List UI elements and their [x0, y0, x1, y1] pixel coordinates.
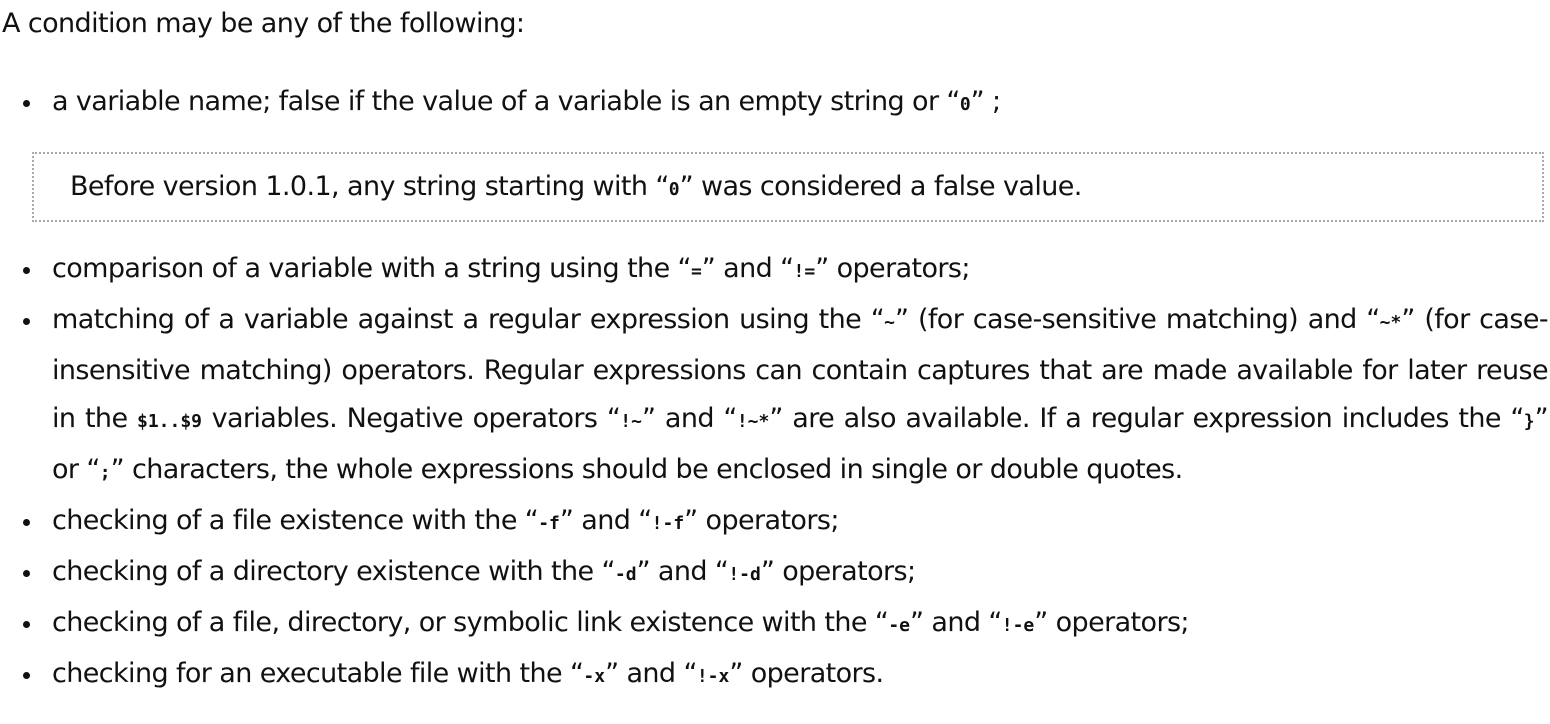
inline-code: ~	[884, 312, 895, 333]
text-segment: a variable name; false if the value of a variable is an empty string or “	[52, 86, 960, 117]
text-segment: ” was considered a false value.	[679, 171, 1082, 202]
inline-code: 0	[668, 179, 680, 200]
text-segment: matching of a variable against a regular expression using the “	[52, 304, 885, 335]
text-segment: ” ;	[970, 86, 1001, 117]
text-segment: ” operators;	[760, 556, 916, 587]
text-segment: ” operators;	[1034, 607, 1189, 638]
condition-list-continued	[0, 245, 1548, 701]
version-note	[32, 152, 1544, 222]
list-item	[0, 548, 1548, 599]
inline-code: !-x	[696, 666, 730, 687]
text-segment: ” and “	[636, 556, 729, 587]
text-segment: checking of a directory existence with the “	[52, 556, 615, 587]
inline-code: !-e	[1001, 615, 1035, 636]
text-segment: ” and “	[605, 658, 697, 689]
inline-code: -d	[614, 564, 637, 585]
inline-code: $1..$9	[137, 411, 203, 432]
list-item	[0, 599, 1548, 650]
text-segment: ” or “	[52, 403, 1549, 485]
list-item	[0, 78, 1548, 129]
text-segment: ” operators;	[815, 253, 970, 284]
inline-code: 0	[959, 94, 971, 115]
text-segment: ” are also available. If a regular expression includes the “	[769, 403, 1524, 434]
inline-code: ~*	[1379, 312, 1402, 333]
inline-code: !~*	[736, 411, 770, 432]
inline-code: !=	[793, 261, 816, 282]
inline-code: -x	[583, 666, 606, 687]
text-segment: ” and “	[701, 253, 794, 284]
condition-list	[0, 78, 1548, 129]
text-segment: ” and “	[559, 505, 652, 536]
text-segment: ” (for case-sensitive matching) and “	[894, 304, 1380, 335]
list-item	[0, 245, 1548, 296]
inline-code: }	[1523, 411, 1535, 432]
list-item	[0, 650, 1548, 701]
text-segment: ” operators.	[729, 658, 884, 689]
text-segment: ” (for case-insensitive matching) operators. Regular expressions can contain captures that are made available for later reuse in the	[52, 304, 1548, 434]
inline-code: -f	[538, 513, 560, 534]
text-segment: comparison of a variable with a string using the “	[52, 253, 691, 284]
list-item	[0, 497, 1548, 548]
text-segment: checking of a file existence with the “	[52, 505, 539, 536]
inline-code: =	[690, 261, 702, 282]
text-segment: checking for an executable file with the “	[52, 658, 584, 689]
list-item	[0, 296, 1548, 497]
text-segment: Before version 1.0.1, any string starting with “	[70, 171, 669, 202]
text-segment: ” characters, the whole expressions should be enclosed in single or double quotes.	[110, 454, 1183, 485]
inline-code: !-d	[728, 564, 761, 585]
inline-code: !-f	[651, 513, 685, 534]
inline-code: -e	[888, 615, 910, 636]
text-segment: ” operators;	[684, 505, 839, 536]
text-segment: ” and “	[641, 403, 737, 434]
text-segment: ” and “	[910, 607, 1002, 638]
text-segment: variables. Negative operators “	[202, 403, 621, 434]
text-segment: checking of a file, directory, or symbolic link existence with the “	[52, 607, 889, 638]
inline-code: !~	[620, 411, 642, 432]
intro-paragraph: A condition may be any of the following:	[2, 8, 525, 39]
inline-code: ;	[99, 462, 111, 483]
